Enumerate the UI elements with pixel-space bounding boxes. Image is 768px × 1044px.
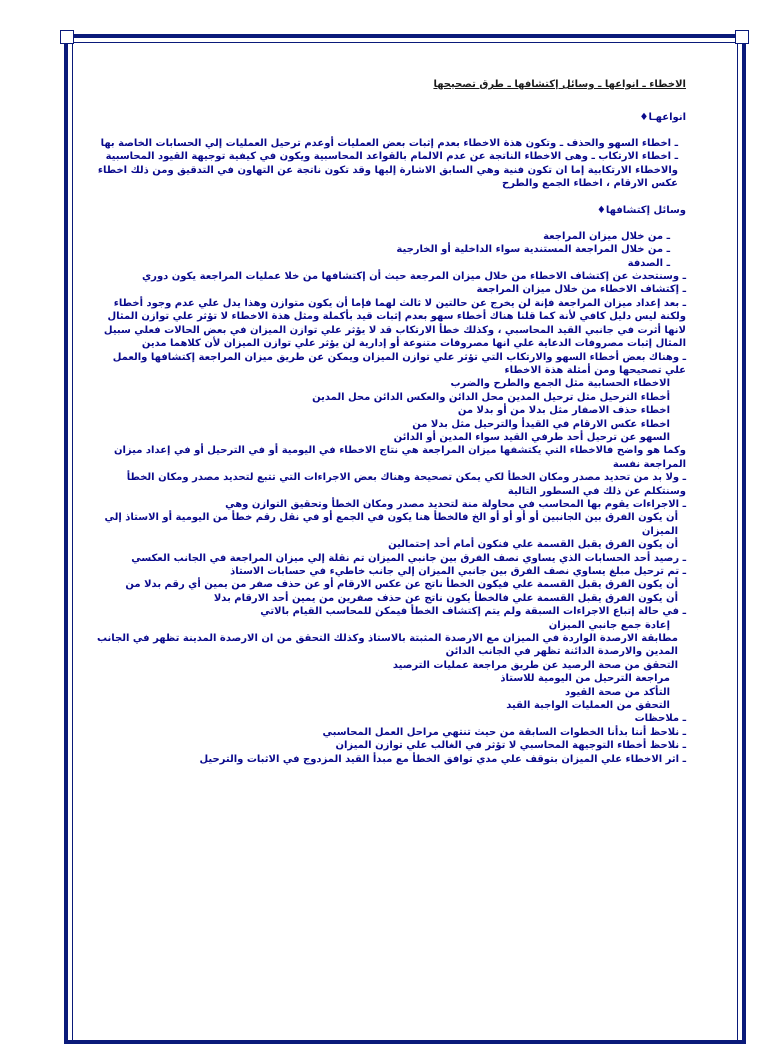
paragraph: وكما هو واضح فالاخطاء التي يكتشفها ميزان المراجعة هي نتاج الاخطاء في اليومية أو في الترحيل أو في إعداد ميزان المراجعة نفسة xyxy=(113,445,686,470)
type-item: ـ اخطاء السهو والحذف ـ وتكون هذة الاخطاء بعدم إثبات بعض العمليات أوعدم ترحيل العمليات إلي الحسابات الخاصة بها xyxy=(100,137,678,149)
paragraph: ـ وهناك بعض أخطاء السهو والارتكاب التي تؤثر علي توازن الميزان ويمكن عن طريق ميزان المراجعة إكتشافها والعمل علي تصحيحها ومن أمثلة هذة الاخطاء xyxy=(112,351,686,376)
corner-mark-top-right xyxy=(735,30,749,44)
means-item: ـ من خلال المراجعة المستندية سواء الداخلية أو الخارجية xyxy=(396,244,670,256)
paragraph: ـ إكتشاف الاخطاء من خلال ميزان المراجعة xyxy=(476,284,686,296)
paragraph: ـ رصيد أحد الحسابات الذي يساوي نصف الفرق بين جانبي الميزان تم نقلة إلي ميزان المراجعة في الجانب العكسي xyxy=(131,552,686,564)
paragraph: التأكد من صحة القيود xyxy=(564,686,670,698)
type-item: ـ اخطاء الارتكاب ـ وهى الاخطاء الناتجة عن عدم الالمام بالقواعد المحاسبية ويكون في كيفية توجيهة القيود المحاسبية والاخطاء الارتكابية إما ان تكون فنية وهي السابق الاشارة إليها وقد تكون ناتجة عن التهاون في التدقيق ومن ذلك اخطاء عكس الارقام ، اخطاء الجمع والطرح xyxy=(97,151,678,190)
page-title: الاخطاء ـ انواعها ـ وسائل إكتشافها ـ طرق تصحيحها xyxy=(433,79,686,90)
paragraph: ـ ولا بد من تحديد مصدر ومكان الخطأ لكي يمكن تصحيحة وهناك بعض الاجراءات التي تتبع لتحديد مصدر ومكان الخطأ وسنتكلم عن ذلك في السطور التالية xyxy=(126,472,686,497)
example-item: اخطاء عكس الارقام في القيدأ والترحيل مثل بدلا من xyxy=(412,418,670,430)
paragraph: أن يكون الفرق يقبل القسمة علي فيكون الخطأ ناتج عن عكس الارقام أو عن حذف صفر من يمين أي رقم بدلا من xyxy=(125,579,678,591)
corner-mark-top-left xyxy=(60,30,74,44)
example-item: أخطاء الترحيل مثل ترحيل المدين محل الدائن والعكس الدائن محل المدين xyxy=(312,391,670,403)
document-body xyxy=(92,78,686,766)
paragraph: مطابقة الارصدة الواردة في الميزان مع الارصدة المثبتة بالاستاذ وكذلك التحقق من ان الارصدة المدينة تظهر في الجانب المدين والارصدة الدائنة تظهر في الجانب الدائن xyxy=(96,633,678,658)
paragraph: التحقق من صحة الرصيد عن طريق مراجعة عمليات الترصيد xyxy=(392,659,678,671)
paragraph: ـ وسنتحدث عن إكتشاف الاخطاء من خلال ميزان المرجعة حيث أن إكتشافها من خلا عمليات المراجعة يكون دوري xyxy=(142,271,686,283)
example-item: الاخطاء الحسابية مثل الجمع والطرح والضرب xyxy=(450,378,670,390)
means-heading: وسائل إكتشافها♦ xyxy=(596,205,686,217)
paragraph: ـ في حالة إتباع الاجراءات السبقة ولم يتم إكتشاف الخطأ فيمكن للمحاسب القيام بالاتي xyxy=(260,606,686,618)
paragraph: ـ بعد إعداد ميزان المراجعة فإنة لن يخرج عن حالتين لا ثالث لهما فإما أن يكون متوازن وهذا يدل علي عدم وجود أخطاء ولكنة ليس دليل كافي لأنة كما قلنا هناك أخطاء سهو بعدم إثبات قيد بأكملة ومثل هذة الاخطاء لا تؤثر علي توازن المثال لانها أثرت في جانبي القيد المحاسبي ، وكذلك خطأ الارتكاب قد لا يؤثر علي توازن الميزان في بعض الحالات فعلي سبيل المثال إثبات مصروفات الدعاية علي انها مصروفات متنوعة أو إدارية لن يؤثر علي توازن الميزان لأن كلاهما مدين xyxy=(103,297,686,350)
paragraph: أن يكون الفرق يقبل القسمة علي فالخطأ يكون ناتج عن حذف صفرين من يمين أحد الارقام بدلا xyxy=(213,592,678,604)
note-item: ـ نلاحظ أخطاء التوجيهة المحاسبي لا تؤثر في الغالب علي توازن الميزان xyxy=(335,740,686,752)
example-item: السهو عن ترحيل أحد طرفي القيد سواء المدين أو الدائن xyxy=(393,431,670,443)
paragraph: أن يكون الفرق يقبل القسمة علي فنكون أمام أحد إحتمالين xyxy=(388,539,678,551)
paragraph: أن يكون الفرق بين الجانبين أو أو أو أو الخ فالخطأ هنا يكون في الجمع أو في نقل رقم خطأ من اليومية أو الاستاذ إلي الميزان xyxy=(104,512,678,537)
types-heading: انواعهـا♦ xyxy=(639,112,686,124)
note-item: ـ نلاحظ أننا بدأنا الخطوات السابقة من حيث تنتهي مراحل العمل المحاسبي xyxy=(322,726,686,738)
paragraph: ـ تم ترحيل مبلغ يساوي نصف الفرق بين جانبي الميزان إلي جانب خاطيء في حسابات الاستاذ xyxy=(230,566,686,577)
means-item: ـ من خلال ميزان المراجعة xyxy=(543,230,670,242)
example-item: اخطاء حذف الاصفار مثل بدلا من أو بدلا من xyxy=(457,405,670,417)
paragraph: التحقق من العمليات الواجبة القيد xyxy=(506,700,670,712)
notes-heading: ـ ملاحظات xyxy=(634,713,686,725)
paragraph: إعادة جمع جانبي الميزان xyxy=(548,619,670,631)
paragraph: ـ الاجراءات يقوم بها المحاسب في محاولة منة لتحديد مصدر ومكان الخطأ وتحقيق التوازن وهي xyxy=(225,498,686,510)
means-item: ـ الصدفة xyxy=(627,257,670,269)
note-item: ـ اثر الاخطاء علي الميزان بتوقف علي مدي توافق الخطأ مع مبدأ القيد المزدوج في الاثبات والترحيل xyxy=(199,753,686,765)
paragraph: مراجعة الترحيل من اليومية للاستاذ xyxy=(500,673,670,685)
